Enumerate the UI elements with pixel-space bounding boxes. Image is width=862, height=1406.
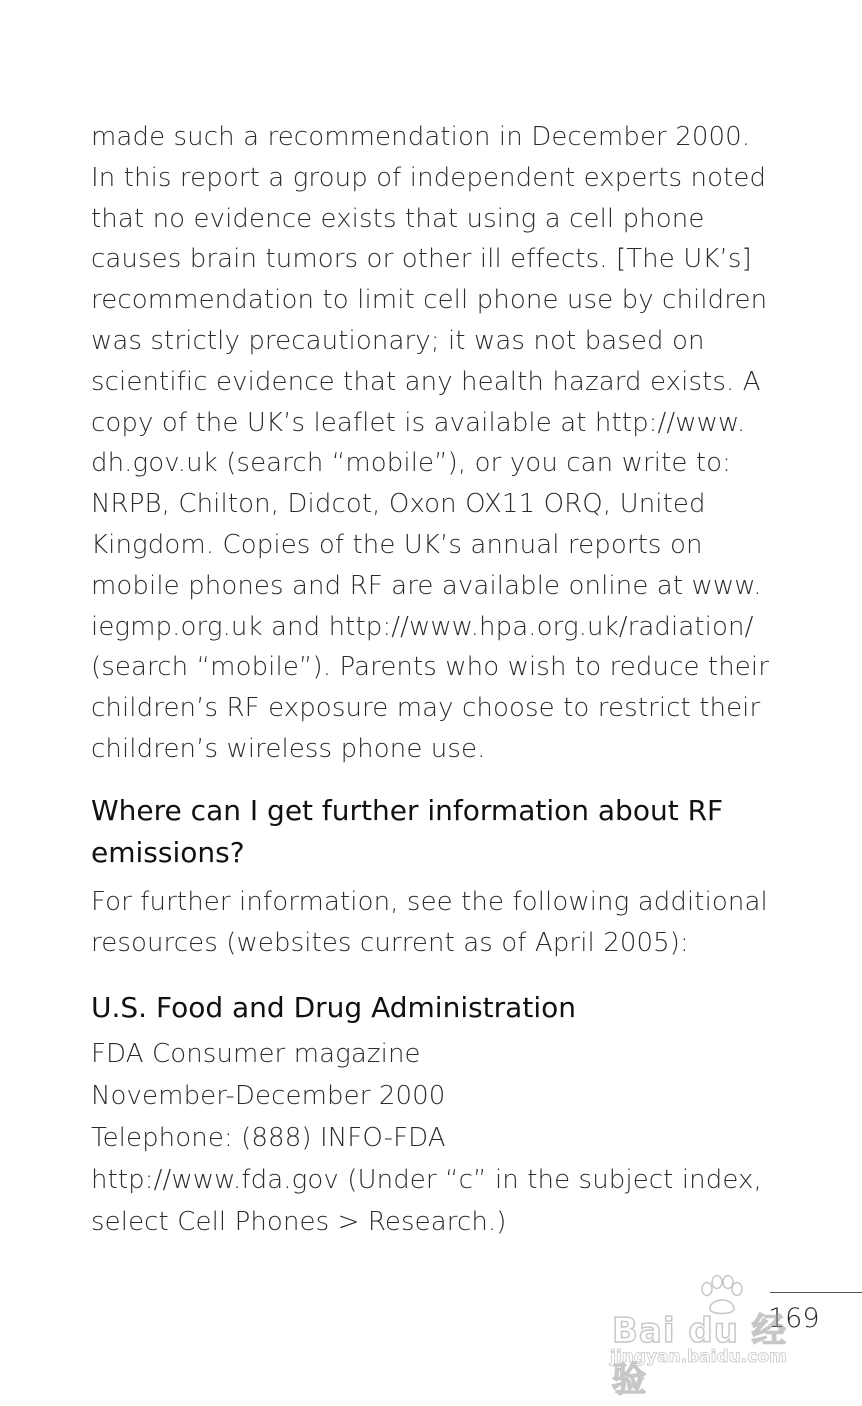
watermark-logo-text: Bai du 经验 <box>612 1311 787 1400</box>
document-page <box>91 117 803 1243</box>
paragraph-resources-intro: For further information, see the following additional resources (websites current as of April 2005): <box>91 886 768 958</box>
heading-further-information: Where can I get further information about RF emissions? <box>91 793 724 869</box>
page-number: 169 <box>768 1303 820 1334</box>
heading-fda: U.S. Food and Drug Administration <box>91 991 576 1025</box>
paragraph-uk-recommendation: made such a recommendation in December 2000. In this report a group of independent experts noted that no evidence exists that using a cell phone causes brain tumors or other ill effects. [The UK’s] recommendation to limit cell phone use by children was strictly precautionary; it was not based on scientific evidence that any health hazard exists. A copy of the UK’s leaflet is available at http://www. dh.gov.uk (search “mobile”), or you can write to: NRPB, Chilton, Didcot, Oxon OX11 ORQ, United Kingdom. Copies of the UK’s annual reports on mobile phones and RF are available online at www. iegmp.org.uk and http://www.hpa.org.uk/radiation/ (search “mobile”). Parents who wish to reduce their children’s RF exposure may choose to restrict their children’s wireless phone use. <box>91 122 770 764</box>
watermark-url: jingyan.baidu.com <box>610 1347 787 1367</box>
paragraph-fda-details: FDA Consumer magazine November-December 2000 Telephone: (888) INFO-FDA http://www.fda.gov (Under “c” in the subject index, select Cell Phones > Research.) <box>91 1039 762 1238</box>
baidu-watermark <box>610 1275 810 1400</box>
